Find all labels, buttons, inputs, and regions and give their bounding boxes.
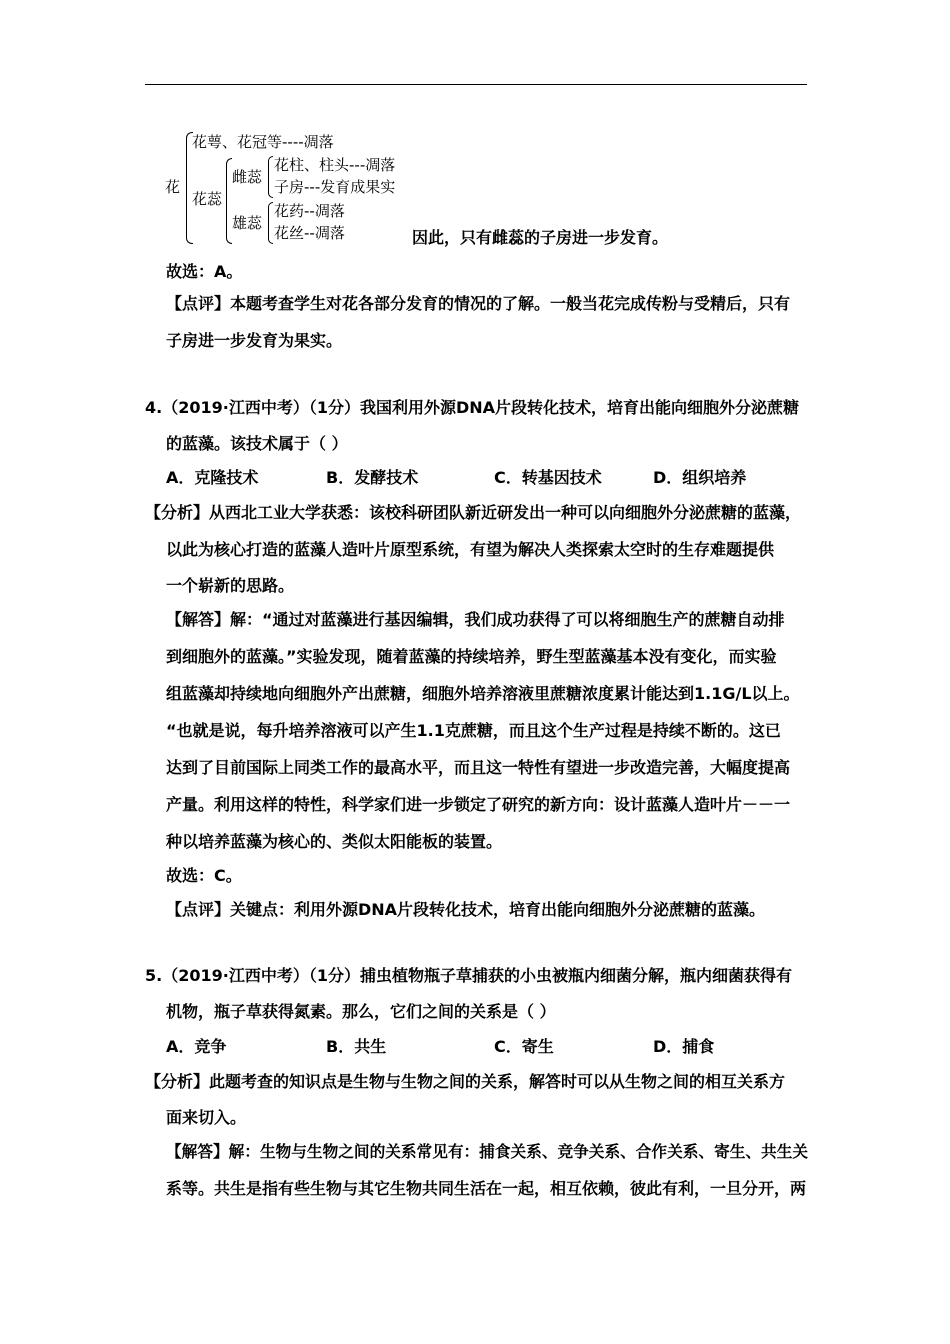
diagram-root: 花: [165, 178, 181, 196]
q3-answer: 故选：A。: [166, 262, 243, 281]
q4-solution-line-4: “也就是说，每升培养溶液可以产生1.1克蔗糖，而且这个生产过程是持续不断的。这已: [166, 721, 781, 740]
q5-stem-line-2: 机物，瓶子草获得氮素。那么，它们之间的关系是（ ）: [166, 1002, 556, 1021]
q5-analysis-line-2: 面来切入。: [166, 1108, 247, 1127]
q3-comment-line-2: 子房进一步发育为果实。: [166, 331, 343, 350]
diagram-female-label: 雌蕊: [232, 168, 263, 186]
q5-option-d: D．捕食: [653, 1037, 715, 1056]
q5-option-b: B．共生: [326, 1037, 387, 1056]
q4-stem-line-2: 的蓝藻。该技术属于（ ）: [166, 434, 348, 453]
q5-analysis-line-1: 【分析】此题考查的知识点是生物与生物之间的关系，解答时可以从生物之间的相互关系方: [145, 1072, 786, 1091]
q4-option-c: C．转基因技术: [494, 468, 602, 487]
q5-option-c: C．寄生: [494, 1037, 554, 1056]
q4-answer: 故选：C。: [166, 866, 242, 885]
q4-solution-line-1: 【解答】解：“通过对蓝藻进行基因编辑，我们成功获得了可以将细胞生产的蔗糖自动排: [166, 610, 785, 629]
diagram-style: 花柱、柱头---凋落: [274, 156, 396, 174]
q4-analysis-line-3: 一个崭新的思路。: [166, 576, 295, 595]
q4-stem-line-1: 4.（2019·江西中考）（1分）我国利用外源DNA片段转化技术，培育出能向细胞外分泌蔗糖: [145, 398, 800, 417]
diagram-anther: 花药--凋落: [274, 202, 345, 220]
q4-option-d: D．组织培养: [653, 468, 747, 487]
q4-analysis-line-1: 【分析】从西北工业大学获悉：该校科研团队新近研发出一种可以向细胞外分泌蔗糖的蓝藻，: [145, 503, 802, 522]
q4-solution-line-7: 种以培养蓝藻为核心的、类似太阳能板的装置。: [166, 832, 503, 851]
q5-option-a: A．竞争: [166, 1037, 227, 1056]
q3-comment-line-1: 【点评】本题考查学生对花各部分发育的情况的了解。一般当花完成传粉与受精后，只有: [166, 294, 791, 313]
diagram-ovary: 子房---发育成果实: [274, 178, 396, 196]
q5-solution-line-1: 【解答】解：生物与生物之间的关系常见有：捕食关系、竞争关系、合作关系、寄生、共生关: [166, 1142, 809, 1161]
q4-option-b: B．发酵技术: [326, 468, 419, 487]
q4-comment: 【点评】关键点：利用外源DNA片段转化技术，培育出能向细胞外分泌蔗糖的蓝藻。: [166, 900, 766, 919]
diagram-conclusion: 因此，只有雌蕊的子房进一步发育。: [412, 228, 669, 247]
diagram-brace-female: [268, 156, 273, 198]
diagram-sepal: 花萼、花冠等----凋落: [192, 133, 334, 151]
q4-solution-line-2: 到细胞外的蓝藻。”实验发现，随着蓝藻的持续培养，野生型蓝藻基本没有变化，而实验: [166, 647, 777, 666]
q4-solution-line-3: 组蓝藻却持续地向细胞外产出蔗糖，细胞外培养溶液里蔗糖浓度累计能达到1.1G/L以上。: [166, 684, 800, 703]
header-rule: [145, 84, 807, 85]
diagram-male-label: 雄蕊: [232, 214, 263, 232]
diagram-filament: 花丝--凋落: [274, 224, 345, 242]
q4-analysis-line-2: 以此为核心打造的蓝藻人造叶片原型系统，有望为解决人类探索太空时的生存难题提供: [166, 540, 775, 559]
q5-stem-line-1: 5.（2019·江西中考）（1分）捕虫植物瓶子草捕获的小虫被瓶内细菌分解，瓶内细菌获得有: [145, 966, 792, 985]
q4-solution-line-5: 达到了目前国际上同类工作的最高水平，而且这一特性有望进一步改造完善，大幅度提高: [166, 758, 791, 777]
diagram-pistil-label: 花蕊: [192, 190, 223, 208]
q5-solution-line-2: 系等。共生是指有些生物与其它生物共同生活在一起，相互依赖，彼此有利，一旦分开，两: [166, 1179, 807, 1198]
diagram-brace-male: [268, 202, 273, 244]
q4-option-a: A．克隆技术: [166, 468, 259, 487]
q4-solution-line-6: 产量。利用这样的特性，科学家们进一步锁定了研究的新方向：设计蓝藻人造叶片－－一: [166, 795, 791, 814]
